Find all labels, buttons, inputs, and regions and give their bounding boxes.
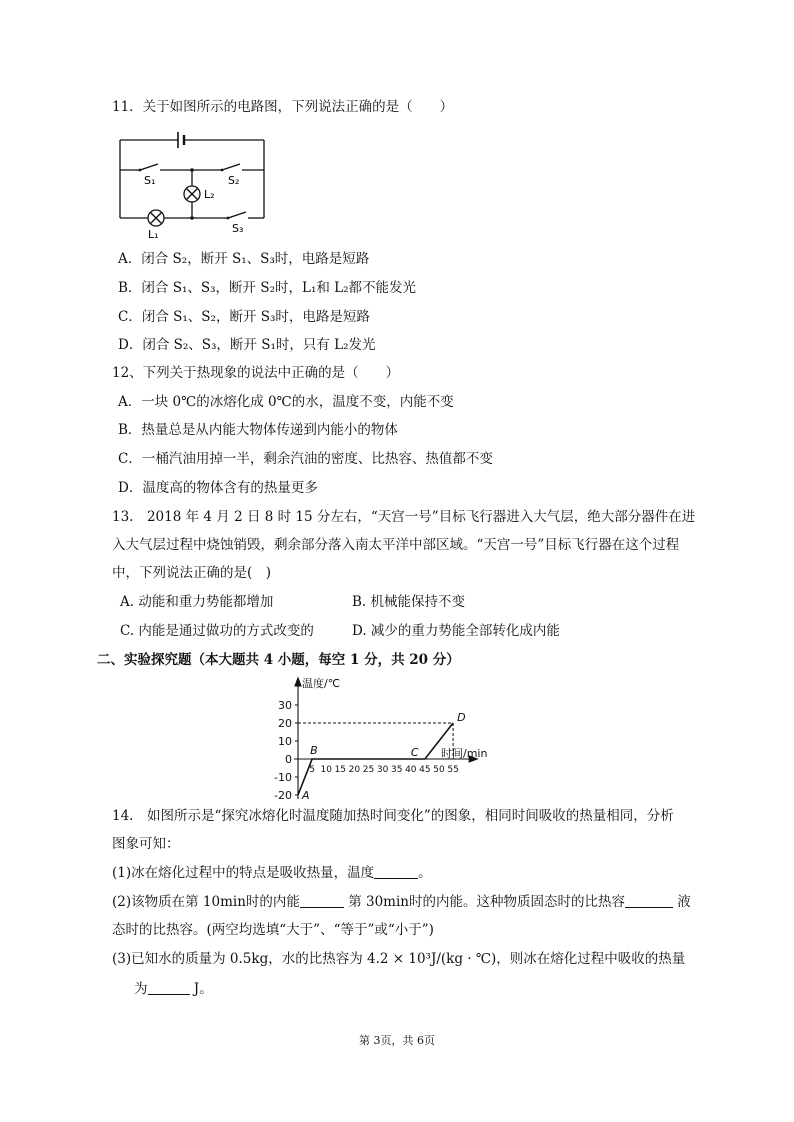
q12-option-d: D．温度高的物体含有的热量更多	[118, 480, 318, 496]
label-s1: S₁	[144, 174, 156, 187]
q14-part1-end: 。	[418, 865, 432, 881]
x-tick-label: 5	[309, 765, 315, 775]
q14-blank-1[interactable]	[374, 864, 418, 879]
q14-part2-text-b: 第 30min时的内能。这种物质固态时的比热容	[348, 894, 625, 910]
q13-option-a: A. 动能和重力势能都增加	[120, 594, 274, 610]
x-tick-label: 30	[376, 765, 389, 775]
x-axis-label: 时间/min	[441, 747, 488, 760]
q13-stem-line1: 13. 2018 年 4 月 2 日 8 时 15 分左右，“天宫一号”目标飞行器进入大气层，绝大部分器件在进	[112, 509, 696, 525]
y-axis-label: 温度/℃	[302, 677, 341, 690]
x-tick-label: 50	[433, 765, 445, 775]
point-label-a: A	[302, 789, 310, 800]
q14-part2	[112, 892, 691, 912]
q11-option-a: A．闭合 S₂，断开 S₁、S₃时，电路是短路	[118, 251, 370, 267]
x-tick-label: 15	[334, 765, 347, 775]
point-label-d: D	[457, 711, 466, 724]
x-tick-label: 35	[390, 765, 403, 775]
x-tick-label: 25	[362, 765, 375, 775]
q14-part2-text-a: (2)该物质在第 10min时的内能	[112, 894, 300, 910]
section-2-heading: 二、实验探究题（本大题共 4 小题，每空 1 分，共 20 分）	[97, 652, 460, 668]
x-tick-label: 40	[405, 765, 417, 775]
label-s3: S₃	[232, 222, 244, 235]
q12-option-b: B．热量总是从内能大物体传递到内能小的物体	[118, 422, 398, 438]
q14-part2-text-c: 液	[677, 894, 691, 910]
q14-part3-line2	[134, 979, 213, 999]
q14-blank-3[interactable]	[625, 893, 673, 908]
q12-stem: 12、下列关于热现象的说法中正确的是（ ）	[112, 365, 400, 381]
point-label-b: B	[310, 744, 318, 757]
point-label-c: C	[410, 746, 419, 759]
q11-option-d: D．闭合 S₂、S₃，断开 S₁时，只有 L₂发光	[118, 337, 376, 353]
q14-part2-line2: 态时的比热容。(两空均选填“大于”、“等于”或“小于”)	[112, 922, 434, 938]
q14-part1-text: (1)冰在熔化过程中的特点是吸收热量，温度	[112, 865, 375, 881]
q14-part3-line1: (3)已知水的质量为 0.5kg，水的比热容为 4.2 × 10³J/(kg · ℃)，则冰在熔化过程中吸收的热量	[112, 951, 686, 967]
y-tick-label: 10	[278, 735, 292, 748]
label-l1: L₁	[148, 228, 159, 241]
q13-stem-line3: 中，下列说法正确的是( )	[112, 565, 272, 581]
x-tick-label: 45	[419, 765, 431, 775]
x-tick-label: 10	[320, 765, 332, 775]
q13-option-c: C. 内能是通过做功的方式改变的	[120, 623, 314, 639]
q13-option-b: B. 机械能保持不变	[352, 594, 466, 610]
q12-option-c: C．一桶汽油用掉一半，剩余汽油的密度、比热容、热值都不变	[118, 451, 493, 467]
x-tick-label: 20	[348, 765, 361, 775]
q11-stem: 11．关于如图所示的电路图，下列说法正确的是（ ）	[112, 99, 454, 115]
label-l2: L₂	[204, 188, 215, 201]
y-axis-arrow	[295, 678, 301, 686]
melting-chart	[262, 672, 524, 800]
q11-option-c: C．闭合 S₁、S₂，断开 S₃时，电路是短路	[118, 309, 370, 325]
q14-part3-text-b: J。	[193, 981, 213, 997]
q14-part3-text-a: 为	[134, 981, 148, 997]
y-tick-label: 0	[285, 753, 292, 766]
q14-stem-line2: 图象可知：	[112, 836, 180, 852]
y-tick-label: -20	[274, 789, 292, 800]
page-number: 第 3页，共 6页	[359, 1034, 435, 1047]
y-tick-label: 30	[278, 699, 292, 712]
q14-blank-4[interactable]	[148, 980, 190, 995]
q14-stem-line1: 14. 如图所示是“探究冰熔化时温度随加热时间变化”的图象，相同时间吸收的热量相同，分析	[112, 808, 674, 824]
q14-blank-2[interactable]	[300, 893, 344, 908]
q12-option-a: A．一块 0℃的冰熔化成 0℃的水，温度不变，内能不变	[118, 394, 454, 410]
q14-part1	[112, 863, 432, 883]
x-tick-label: 55	[447, 765, 459, 775]
q11-option-b: B．闭合 S₁、S₃，断开 S₂时，L₁和 L₂都不能发光	[118, 280, 417, 296]
label-s2: S₂	[228, 174, 240, 187]
q13-stem-line2: 入大气层过程中烧蚀销毁，剩余部分落入南太平洋中部区域。“天宫一号”目标飞行器在这个过程	[112, 537, 680, 553]
y-tick-label: -10	[274, 771, 292, 784]
q13-option-d: D. 减少的重力势能全部转化成内能	[352, 623, 560, 639]
y-tick-label: 20	[278, 717, 292, 730]
circuit-diagram	[112, 122, 277, 244]
